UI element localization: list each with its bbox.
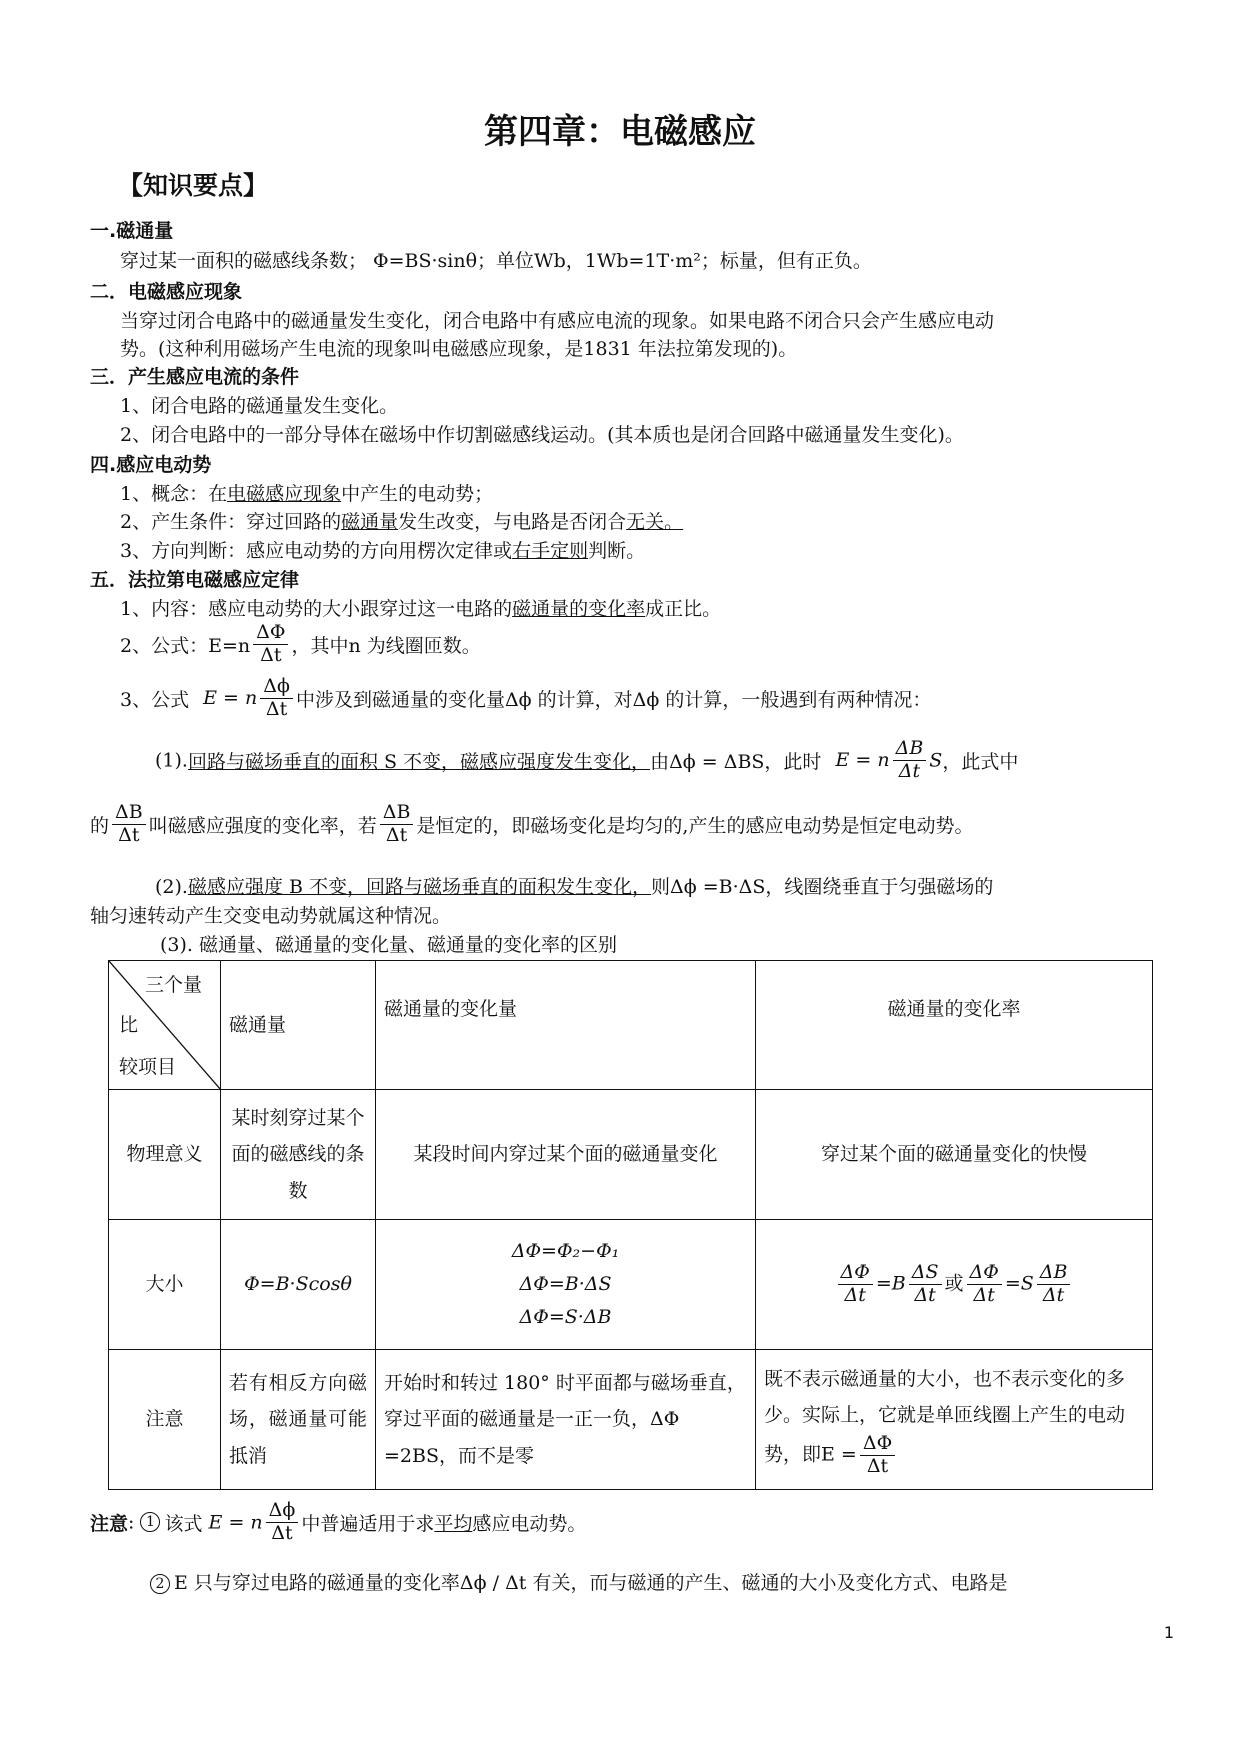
cell-magnitude-rate: $\frac{\Delta\Phi}{\Delta t}$ =B $\frac{\Delta S}{\Delta t}$ 或 $\frac{\Delta\Phi}{\Delta t}$ =S $\frac{\Delta B}{\Delta t}$ [756, 1220, 1153, 1350]
section-1-text: 穿过某一面积的磁感线条数； Φ=BS·sinθ；单位Wb，1Wb=1T·m²；标量，但有正负。 [120, 250, 872, 272]
row-label-meaning: 物理意义 [109, 1090, 221, 1220]
comparison-table [108, 960, 1153, 1490]
cell-note-flux: 若有相反方向磁场，磁通量可能抵消 [221, 1350, 376, 1490]
section-4-item-1: 1、概念：在电磁感应现象中产生的电动势； [120, 483, 494, 505]
col-header-flux-change: 磁通量的变化量 [376, 961, 756, 1090]
formula-fraction: $\frac{\Delta\phi}{\Delta t}$ [260, 676, 293, 721]
corner-label-bottom: 较项目 [119, 1056, 177, 1078]
row-label-note: 注意 [109, 1350, 221, 1490]
row-label-magnitude: 大小 [109, 1220, 221, 1350]
page-title: 第四章：电磁感应 [484, 112, 756, 152]
formula-fraction: $\frac{\Delta B}{\Delta t}$ [112, 802, 146, 847]
section-2-line-2: 势。(这种利用磁场产生电流的现象叫电磁感应现象，是1831 年法拉第发现的)。 [120, 338, 798, 360]
table-corner-cell [109, 961, 221, 1090]
circled-number-icon: 1 [140, 1512, 160, 1532]
section-4-item-2: 2、产生条件：穿过回路的磁通量发生改变，与电路是否闭合无关。 [120, 511, 684, 533]
col-header-flux-rate: 磁通量的变化率 [756, 961, 1153, 1090]
section-heading-1: 一.磁通量 [90, 220, 174, 242]
formula-fraction: $\frac{\Delta\phi}{\Delta t}$ [266, 1500, 299, 1545]
section-2-line-1: 当穿过闭合电路中的磁通量发生变化，闭合电路中有感应电流的现象。如果电路不闭合只会产生感应电动 [120, 310, 995, 332]
cell-magnitude-flux: Φ=B·Scosθ [221, 1220, 376, 1350]
case-2-line-1: (2).磁感应强度 B 不变，回路与磁场垂直的面积发生变化，则Δϕ =B·ΔS，线圈绕垂直于匀强磁场的 [155, 876, 994, 898]
cell-note-rate: 既不表示磁通量的大小，也不表示变化的多少。实际上，它就是单匝线圈上产生的电动势，即E = $\frac{\Delta\Phi}{\Delta t}$ [756, 1350, 1153, 1490]
corner-label-mid: 比 [119, 1014, 139, 1036]
cell-meaning-rate: 穿过某个面的磁通量变化的快慢 [756, 1090, 1153, 1220]
section-heading-4: 四.感应电动势 [90, 454, 212, 476]
cell-meaning-flux: 某时刻穿过某个面的磁感线的条数 [221, 1090, 376, 1220]
section-5-item-1: 1、内容：感应电动势的大小跟穿过这一电路的磁通量的变化率成正比。 [120, 598, 722, 620]
section-heading-3: 三．产生感应电流的条件 [90, 366, 300, 388]
col-header-flux: 磁通量 [221, 961, 376, 1090]
section-3-item-1: 1、闭合电路的磁通量发生变化。 [120, 395, 399, 417]
corner-label-top: 三个量 [145, 974, 203, 996]
section-4-item-3: 3、方向判断：感应电动势的方向用楞次定律或右手定则判断。 [120, 540, 646, 562]
formula-fraction: $\frac{\Delta B}{\Delta t}$ [893, 738, 927, 783]
table-row [109, 1090, 1153, 1220]
table-row [109, 1350, 1153, 1490]
note-2: 2 E 只与穿过电路的磁通量的变化率Δϕ / Δt 有关，而与磁通的产生、磁通的大小及变化方式、电路是 [150, 1568, 1007, 1595]
cell-note-change: 开始时和转过 180° 时平面都与磁场垂直，穿过平面的磁通量是一正一负，ΔΦ =2BS，而不是零 [376, 1350, 756, 1490]
formula-fraction: $\frac{\Delta B}{\Delta t}$ [380, 802, 414, 847]
section-5-item-3: 3、公式 E = n $\frac{\Delta\phi}{\Delta t}$ 中涉及到磁通量的变化量Δϕ 的计算，对Δϕ 的计算，一般遇到有两种情况： [120, 675, 932, 720]
formula-fraction: $\frac{\Delta\Phi}{\Delta t}$ [253, 622, 288, 667]
section-5-item-2: 2、公式：E=n $\frac{\Delta\Phi}{\Delta t}$ ，其中n 为线圈匝数。 [120, 621, 481, 666]
section-heading-5: 五．法拉第电磁感应定律 [90, 569, 300, 591]
case-1-line-2: 的 $\frac{\Delta B}{\Delta t}$ 叫磁感应强度的变化率，若 $\frac{\Delta B}{\Delta t}$ 是恒定的，即磁场变化是均匀的,产生的感应电动势是恒定电动势。 [90, 801, 974, 846]
case-2-line-2: 轴匀速转动产生交变电动势就属这种情况。 [90, 905, 452, 927]
cell-magnitude-change: ΔΦ=Φ₂−Φ₁ ΔΦ=B·ΔS ΔΦ=S·ΔB [376, 1220, 756, 1350]
case-3-caption: (3). 磁通量、磁通量的变化量、磁通量的变化率的区别 [160, 934, 617, 956]
table-row [109, 1220, 1153, 1350]
section-3-item-2: 2、闭合电路中的一部分导体在磁场中作切割磁感线运动。(其本质也是闭合回路中磁通量发生变化)。 [120, 424, 964, 446]
knowledge-heading: 【知识要点】 [118, 171, 269, 200]
case-1-line-1: (1).回路与磁场垂直的面积 S 不变，磁感应强度发生变化，由Δϕ = ΔBS，此时 E = n $\frac{\Delta B}{\Delta t}$ S，此式中 [155, 737, 1019, 782]
table-header-row [109, 961, 1153, 1090]
cell-meaning-change: 某段时间内穿过某个面的磁通量变化 [376, 1090, 756, 1220]
circled-number-icon: 2 [150, 1574, 170, 1594]
section-heading-2: 二．电磁感应现象 [90, 281, 243, 303]
page-number: 1 [1163, 1623, 1174, 1642]
note-1: 注意: 1 该式 E = n $\frac{\Delta\phi}{\Delta t}$ 中普遍适用于求平均感应电动势。 [90, 1499, 587, 1544]
